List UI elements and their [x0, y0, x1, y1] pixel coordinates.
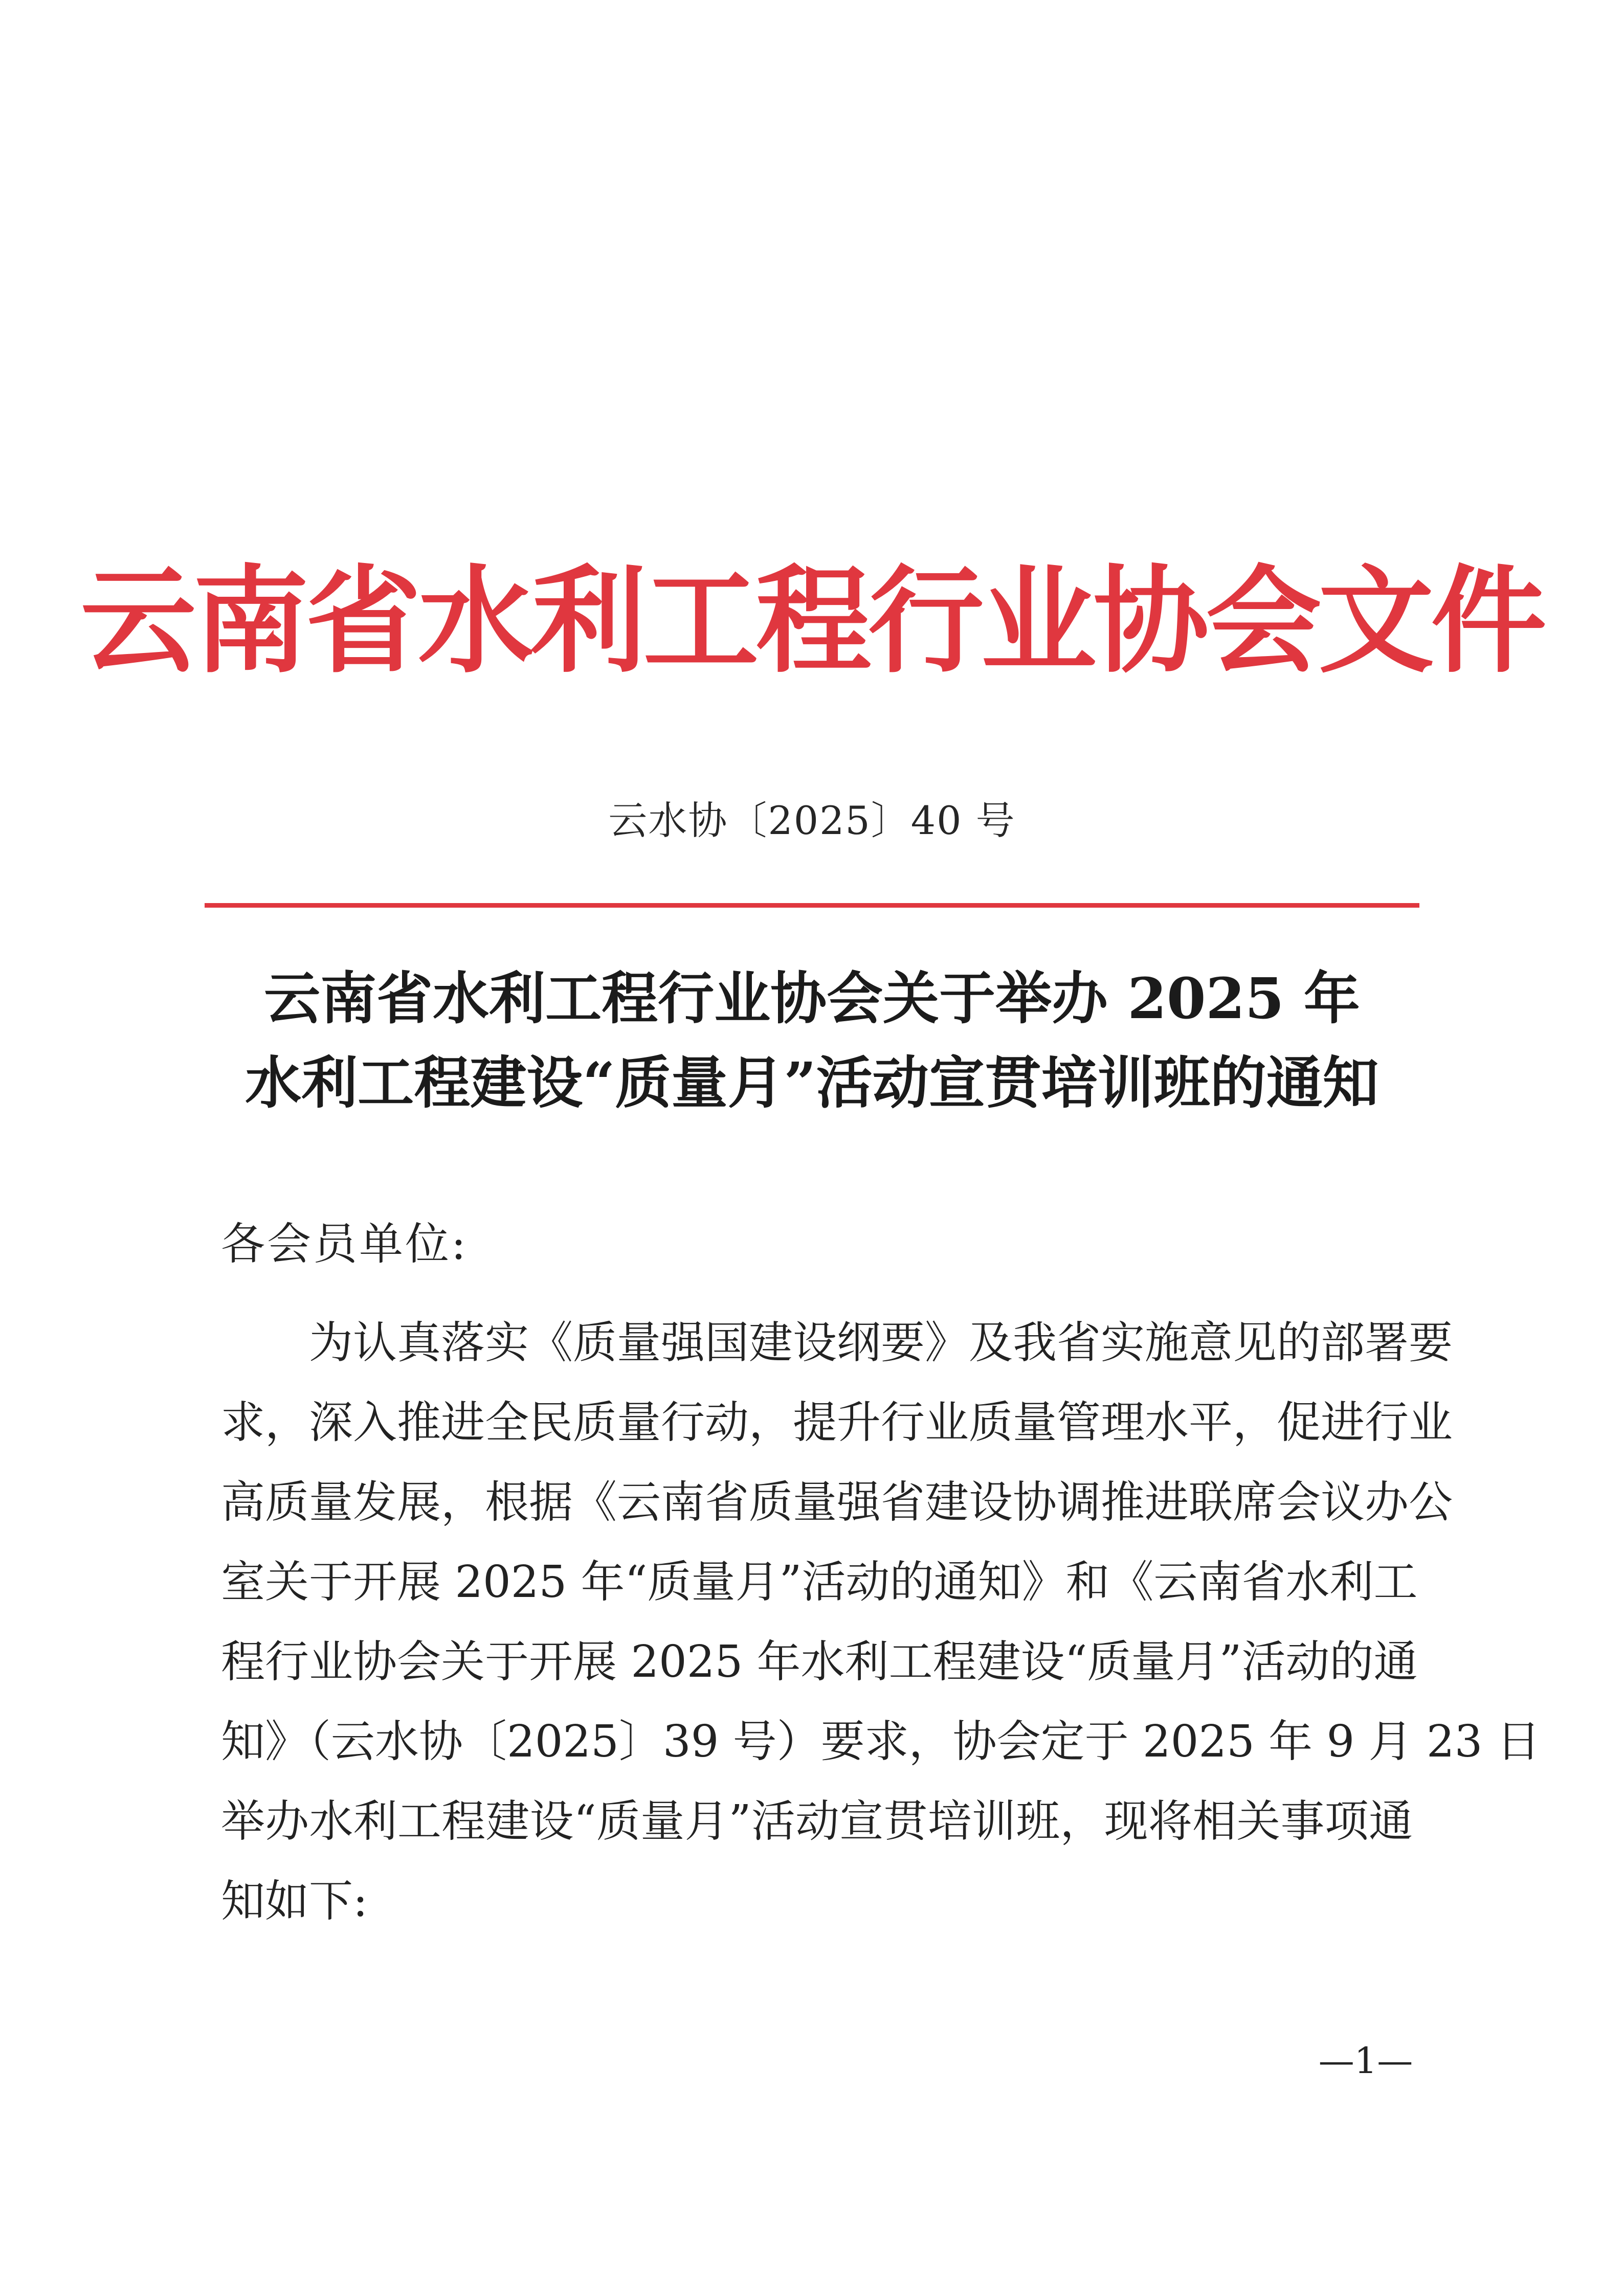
body-line: 知》（云水协〔2025〕39 号）要求，协会定于 2025 年 9 月 23 日 — [221, 1716, 1541, 1767]
notice-title-line: 水利工程建设“质量月”活动宣贯培训班的通知 — [245, 1050, 1379, 1116]
body-line: 高质量发展，根据《云南省质量强省建设协调推进联席会议办公 — [221, 1477, 1453, 1528]
page-number: —1— — [1318, 2040, 1413, 2082]
body-line: 为认真落实《质量强国建设纲要》及我省实施意见的部署要 — [309, 1317, 1453, 1368]
red-divider-rule — [205, 903, 1419, 908]
salutation: 各会员单位: — [221, 1219, 468, 1270]
body-line: 举办水利工程建设“质量月”活动宣贯培训班，现将相关事项通 — [221, 1796, 1413, 1847]
document-number: 云水协〔2025〕40 号 — [608, 798, 1016, 843]
body-line: 室关于开展 2025 年“质量月”活动的通知》和《云南省水利工 — [221, 1557, 1418, 1608]
body-line: 程行业协会关于开展 2025 年水利工程建设“质量月”活动的通 — [221, 1636, 1418, 1687]
body-paragraph — [221, 1303, 1541, 1941]
document-header-title: 云南省水利工程行业协会文件 — [80, 553, 1544, 689]
body-line: 求，深入推进全民质量行动，提升行业质量管理水平，促进行业 — [221, 1397, 1453, 1448]
notice-title-line: 云南省水利工程行业协会关于举办 2025 年 — [264, 965, 1360, 1031]
notice-title — [0, 956, 1624, 1125]
body-line: 知如下: — [221, 1876, 368, 1927]
